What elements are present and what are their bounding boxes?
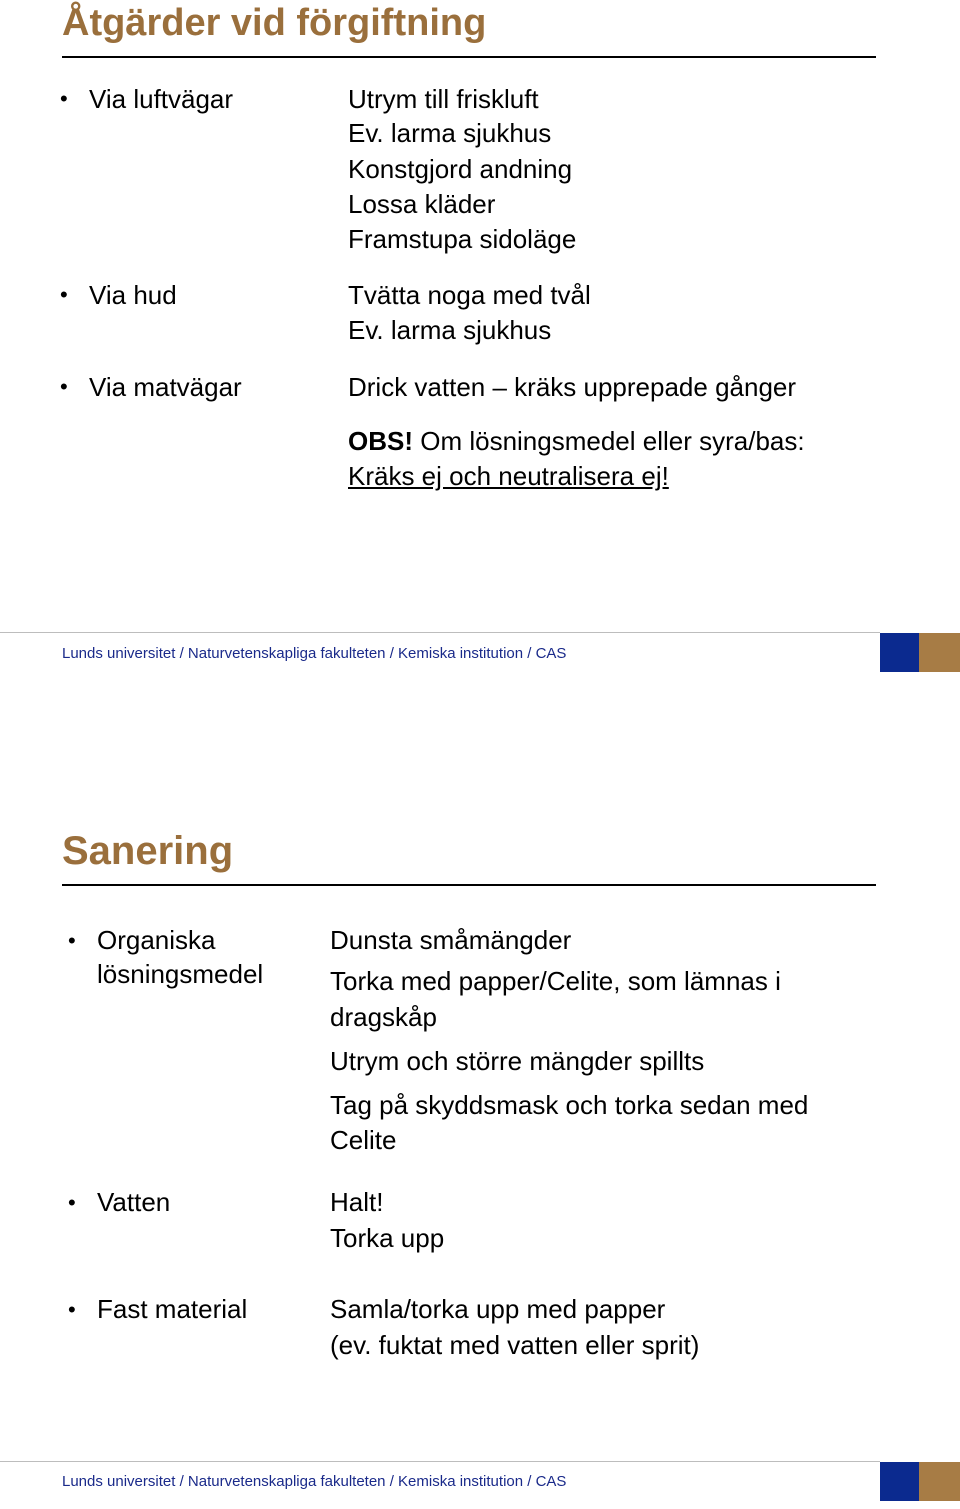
action-line: Utrym till friskluft — [348, 84, 539, 114]
row-label-solid-material: Fast material — [97, 1294, 248, 1324]
footer-text: Lunds universitet / Naturvetenskapliga fakulteten / Kemiska institution / CAS — [62, 1473, 567, 1490]
row-label-organic-solvents: lösningsmedel — [97, 959, 264, 989]
sanitation-line: Tag på skyddsmask och torka sedan med — [330, 1090, 809, 1120]
action-line: Drick vatten – kräks upprepade gånger — [348, 372, 797, 402]
obs-note-line-1 — [348, 424, 805, 458]
obs-text: Om lösningsmedel eller syra/bas: — [413, 426, 805, 456]
row-label-water: Vatten — [97, 1187, 171, 1217]
footer-text: Lunds universitet / Naturvetenskapliga fakulteten / Kemiska institution / CAS — [62, 645, 567, 662]
bullet: • — [68, 928, 76, 953]
sanitation-line: Halt! — [330, 1187, 384, 1217]
slide-2-title: Sanering — [62, 829, 234, 873]
bullet: • — [60, 86, 68, 111]
logo-gold-square — [919, 1462, 960, 1501]
obs-note-line-2: Kräks ej och neutralisera ej! — [348, 461, 669, 491]
row-label-organic-solvents: Organiska — [97, 925, 216, 955]
footer-rule — [0, 1461, 880, 1462]
sanitation-line: Samla/torka upp med papper — [330, 1294, 666, 1324]
action-line: Lossa kläder — [348, 189, 496, 219]
action-line: Ev. larma sjukhus — [348, 315, 552, 345]
slide-1-title: Åtgärder vid förgiftning — [62, 2, 487, 44]
sanitation-line: dragskåp — [330, 1002, 437, 1032]
bullet: • — [68, 1297, 76, 1322]
row-label-skin: Via hud — [89, 280, 177, 310]
action-line: Tvätta noga med tvål — [348, 280, 591, 310]
logo-blue-square — [880, 633, 919, 672]
bullet: • — [60, 282, 68, 307]
action-line: Framstupa sidoläge — [348, 224, 577, 254]
obs-label: OBS! — [348, 426, 413, 456]
action-line: Ev. larma sjukhus — [348, 118, 552, 148]
sanitation-line: Torka med papper/Celite, som lämnas i — [330, 966, 781, 996]
row-label-airways: Via luftvägar — [89, 84, 234, 114]
sanitation-line: Utrym och större mängder spillts — [330, 1046, 705, 1076]
bullet: • — [60, 374, 68, 399]
logo-blue-square — [880, 1462, 919, 1501]
title-rule — [62, 56, 876, 58]
logo-gold-square — [919, 633, 960, 672]
sanitation-line: Torka upp — [330, 1223, 445, 1253]
action-line: Konstgjord andning — [348, 154, 573, 184]
sanitation-line: Dunsta småmängder — [330, 925, 572, 955]
footer-rule — [0, 632, 880, 633]
sanitation-line: Celite — [330, 1125, 397, 1155]
title-rule — [62, 884, 876, 886]
bullet: • — [68, 1190, 76, 1215]
row-label-ingestion: Via matvägar — [89, 372, 242, 402]
sanitation-line: (ev. fuktat med vatten eller sprit) — [330, 1330, 700, 1360]
